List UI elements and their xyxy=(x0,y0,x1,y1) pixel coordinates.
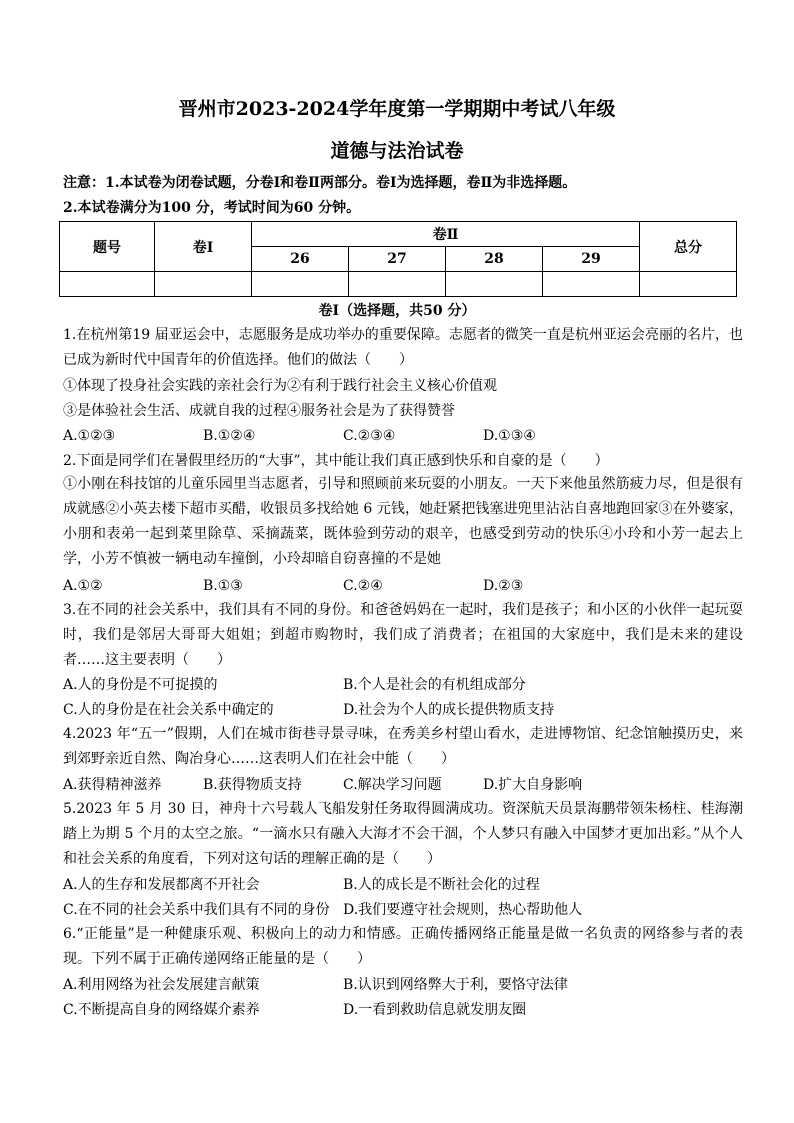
question-6-option-d[interactable]: D.一看到救助信息就发朋友圈 xyxy=(343,1002,527,1018)
question-1-stem: 1.在杭州第19 届亚运会中，志愿服务是成功举办的重要保障。志愿者的微笑一直是杭州亚运会亮丽的名片，也已成为新时代中国青年的价值选择。他们的做法（ ） xyxy=(63,327,743,368)
score-cell[interactable] xyxy=(252,272,349,297)
exam-subject: 道德与法治试卷 xyxy=(330,140,464,162)
header-q28: 28 xyxy=(446,247,543,272)
question-1-option-c[interactable]: C.②③④ xyxy=(343,428,396,444)
score-cell[interactable] xyxy=(60,272,155,297)
question-4-option-d[interactable]: D.扩大自身影响 xyxy=(483,777,583,793)
question-3-option-c[interactable]: C.人的身份是在社会关系中确定的 xyxy=(63,702,274,718)
question-3-option-d[interactable]: D.社会为个人的成长提供物质支持 xyxy=(343,702,555,718)
question-4-stem: 4.2023 年“五一”假期，人们在城市街巷寻景寻味，在秀美乡村望山看水，走进博物馆、纪念馆触摸历史，来到郊野亲近自然、陶冶身心……这表明人们在社会中能（ ） xyxy=(63,726,743,767)
question-3-stem: 3.在不同的社会关系中，我们具有不同的身份。和爸爸妈妈在一起时，我们是孩子；和小区的小伙伴一起玩耍时，我们是邻居大哥哥大姐姐；到超市购物时，我们成了消费者；在祖国的大家庭中，我们是未来的建设者……这主要表明（ ） xyxy=(63,602,743,668)
score-cell[interactable] xyxy=(446,272,543,297)
question-6-option-b[interactable]: B.认识到网络弊大于利，要恪守法律 xyxy=(343,977,568,993)
notice-line-1: 注意：1.本试卷为闭卷试题，分卷Ⅰ和卷Ⅱ两部分。卷Ⅰ为选择题，卷Ⅱ为非选择题。 xyxy=(63,175,577,191)
section-title: 卷Ⅰ（选择题，共50 分） xyxy=(318,303,476,319)
score-cell[interactable] xyxy=(155,272,252,297)
header-q26: 26 xyxy=(252,247,349,272)
question-5-option-d[interactable]: D.我们要遵守社会规则，热心帮助他人 xyxy=(343,902,583,918)
question-2-option-d[interactable]: D.②③ xyxy=(483,578,524,594)
question-2-stem: 2.下面是同学们在暑假里经历的“大事”，其中能让我们真正感到快乐和自豪的是（ ） xyxy=(63,453,609,469)
exam-title: 晋州市2023-2024学年度第一学期期中考试八年级 xyxy=(178,98,616,120)
header-q29: 29 xyxy=(543,247,640,272)
question-6-option-a[interactable]: A.利用网络为社会发展建言献策 xyxy=(63,977,260,993)
question-6-stem: 6.“正能量”是一种健康乐观、积极向上的动力和情感。正确传播网络正能量是做一名负责的网络参与者的表现。下列不属于正确传递网络正能量的是（ ） xyxy=(63,926,743,967)
question-1-option-a[interactable]: A.①②③ xyxy=(63,428,116,444)
question-4-option-c[interactable]: C.解决学习问题 xyxy=(343,777,442,793)
question-4-option-b[interactable]: B.获得物质支持 xyxy=(203,777,302,793)
question-5-option-a[interactable]: A.人的生存和发展都离不开社会 xyxy=(63,877,260,893)
question-5-stem: 5.2023 年 5 月 30 日，神舟十六号载人飞船发射任务取得圆满成功。资深航天员景海鹏带领朱杨柱、桂海潮踏上为期 5 个月的太空之旅。“一滴水只有融入大海才不会干涸，个人梦只有融入中国梦才更加出彩。”从个人和社会关系的角度看，下列对这句话的理解正确的是（ ） xyxy=(63,801,743,867)
header-total: 总分 xyxy=(640,222,737,272)
header-q27: 27 xyxy=(349,247,446,272)
question-2-option-c[interactable]: C.②④ xyxy=(343,578,383,594)
question-1-option-d[interactable]: D.①③④ xyxy=(483,428,536,444)
question-2-option-b[interactable]: B.①③ xyxy=(203,578,243,594)
question-6-option-c[interactable]: C.不断提高自身的网络媒介素养 xyxy=(63,1002,260,1018)
question-3-option-a[interactable]: A.人的身份是不可捉摸的 xyxy=(63,677,218,693)
question-1-item-line-2: ③是体验社会生活、成就自我的过程④服务社会是为了获得赞誉 xyxy=(63,403,455,419)
question-5-option-c[interactable]: C.在不同的社会关系中我们具有不同的身份 xyxy=(63,902,330,918)
question-1-item-line-1: ①体现了投身社会实践的亲社会行为②有利于践行社会主义核心价值观 xyxy=(63,378,497,394)
question-3-option-b[interactable]: B.个人是社会的有机组成部分 xyxy=(343,677,526,693)
score-table xyxy=(59,221,737,297)
header-part-1: 卷Ⅰ xyxy=(155,222,252,272)
question-2-option-a[interactable]: A.①② xyxy=(63,578,103,594)
score-cell[interactable] xyxy=(640,272,737,297)
question-4-option-a[interactable]: A.获得精神滋养 xyxy=(63,777,162,793)
notice-line-2: 2.本试卷满分为100 分，考试时间为60 分钟。 xyxy=(63,200,361,216)
question-2-body: ①小刚在科技馆的儿童乐园里当志愿者，引导和照顾前来玩耍的小朋友。一天下来他虽然筋疲力尽，但是很有成就感②小英去楼下超市买醋，收银员多找给她 6 元钱，她赶紧把钱塞进兜里沾沾自喜地跑回家③在外婆家，小朋和表弟一起到菜里除草、采摘蔬菜，既体验到劳动的艰辛，也感受到劳动的快乐④小玲和小芳一起去上学，小芳不慎被一辆电动车撞倒，小玲却暗自窃喜撞的不是她 xyxy=(63,476,743,567)
header-question-number: 题号 xyxy=(60,222,155,272)
question-5-option-b[interactable]: B.人的成长是不断社会化的过程 xyxy=(343,877,540,893)
question-1-option-b[interactable]: B.①②④ xyxy=(203,428,256,444)
score-cell[interactable] xyxy=(349,272,446,297)
header-part-2: 卷Ⅱ xyxy=(252,222,640,247)
score-cell[interactable] xyxy=(543,272,640,297)
